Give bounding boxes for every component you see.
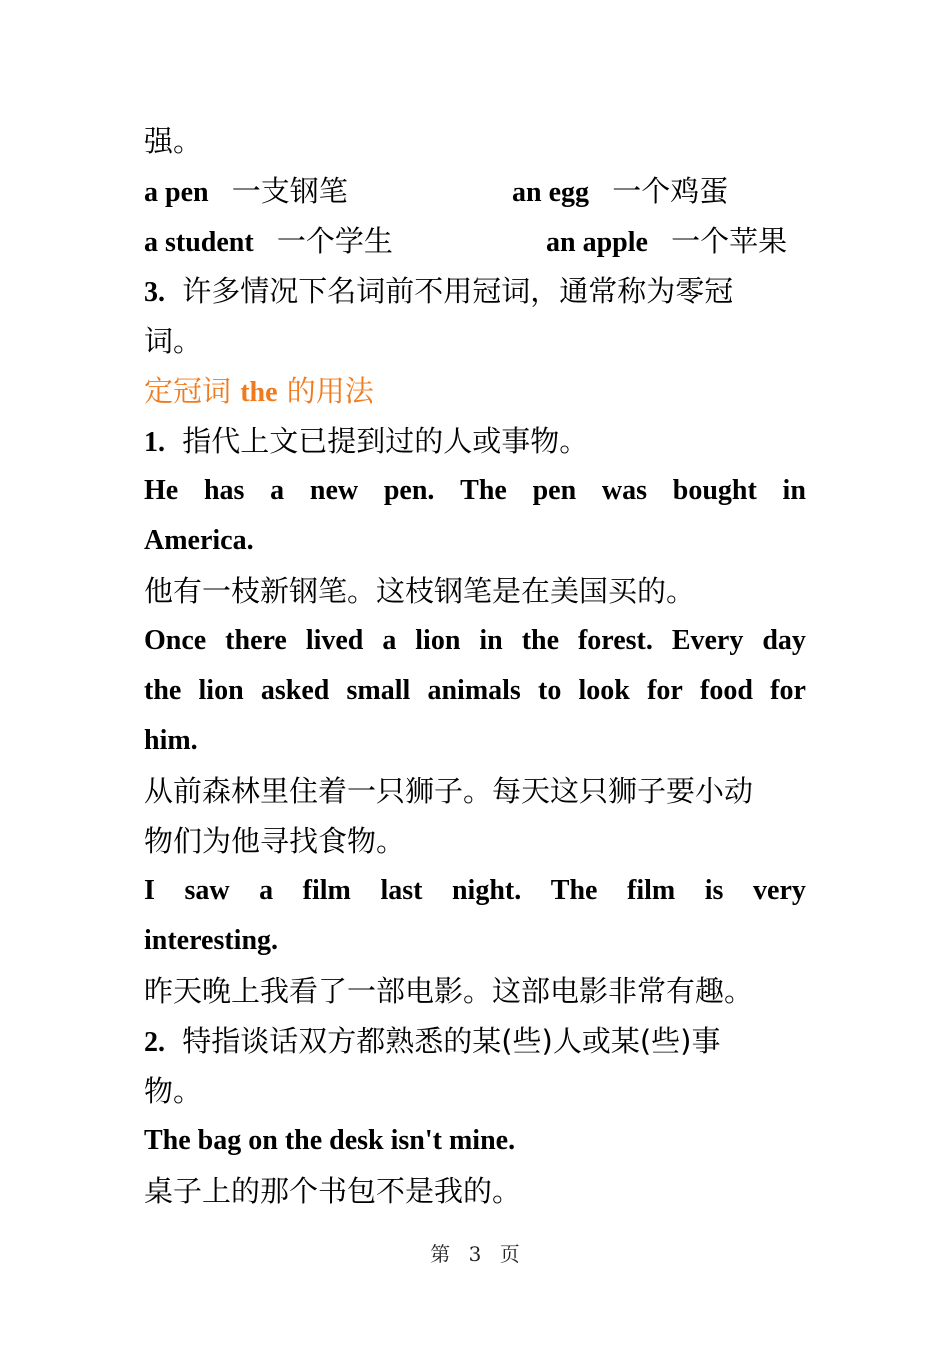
point-number: 1. (144, 427, 165, 458)
numbered-point (144, 416, 806, 468)
text-line: 词。 (144, 324, 203, 358)
word: animals (427, 675, 521, 706)
word: a (270, 475, 285, 506)
word: there (225, 625, 287, 656)
point-text: 指代上文已提到过的人或事物。 (182, 424, 589, 458)
example-en: a pen (144, 177, 209, 208)
word: lived (305, 625, 364, 656)
example-row (144, 166, 806, 218)
word: The (460, 475, 507, 506)
word: lion (198, 675, 244, 706)
point-text: 特指谈话双方都熟悉的某(些)人或某(些)事 (182, 1024, 721, 1058)
text-line: 强。 (144, 124, 203, 158)
example-cn: 一个苹果 (671, 224, 788, 258)
footer-prefix: 第 (430, 1242, 451, 1266)
english-sentence (144, 466, 806, 516)
english-sentence: America. (144, 525, 254, 556)
word: forest. (577, 625, 653, 656)
page-number: 3 (468, 1242, 482, 1266)
word: night. (451, 875, 522, 906)
chinese-translation: 昨天晚上我看了一部电影。这部电影非常有趣。 (144, 974, 754, 1008)
word: to (538, 675, 562, 706)
english-sentence (144, 616, 806, 666)
chinese-translation: 从前森林里住着一只狮子。每天这只狮子要小动 (144, 774, 754, 808)
word: a (382, 625, 397, 656)
example-row (144, 216, 806, 268)
heading-part: 的用法 (286, 374, 374, 408)
word: Every (671, 625, 744, 656)
english-sentence: him. (144, 725, 198, 756)
word: small (346, 675, 411, 706)
word: a (259, 875, 274, 906)
word: film (627, 875, 676, 906)
english-sentence (144, 866, 806, 916)
example-cn: 一支钢笔 (231, 174, 348, 208)
word: the (144, 675, 182, 706)
chinese-translation: 桌子上的那个书包不是我的。 (144, 1174, 522, 1208)
point-number: 3. (144, 277, 165, 308)
word: in (479, 625, 503, 656)
word: pen (532, 475, 577, 506)
word: asked (260, 675, 330, 706)
english-sentence: The bag on the desk isn't mine. (144, 1125, 516, 1156)
english-sentence: interesting. (144, 925, 279, 956)
chinese-translation: 他有一枝新钢笔。这枝钢笔是在美国买的。 (144, 574, 696, 608)
word: Once (144, 625, 207, 656)
word: has (203, 475, 245, 506)
english-sentence (144, 666, 806, 716)
example-en: a student (144, 227, 254, 258)
word: for (770, 675, 806, 706)
example-en: an apple (546, 227, 648, 258)
section-heading (144, 366, 806, 418)
chinese-translation: 物们为他寻找食物。 (144, 824, 406, 858)
word: look (578, 675, 630, 706)
example-cn: 一个学生 (276, 224, 393, 258)
word: pen. (383, 475, 435, 506)
word: day (762, 625, 806, 656)
word: He (144, 475, 179, 506)
word: for (647, 675, 683, 706)
point-number: 2. (144, 1027, 165, 1058)
heading-part: 定冠词 (144, 374, 232, 408)
example-cn: 一个鸡蛋 (612, 174, 729, 208)
footer-suffix: 页 (499, 1242, 520, 1266)
word: very (753, 875, 806, 906)
word: new (309, 475, 359, 506)
word: lion (415, 625, 461, 656)
word: in (782, 475, 806, 506)
page-footer (0, 1238, 950, 1267)
word: I (144, 875, 155, 906)
word: the (521, 625, 560, 656)
word: saw (184, 875, 230, 906)
word: was (601, 475, 648, 506)
word: last (380, 875, 423, 906)
word: bought (672, 475, 757, 506)
text-line: 物。 (144, 1074, 203, 1108)
word: food (700, 675, 753, 706)
numbered-point (144, 1016, 806, 1068)
word: The (550, 875, 598, 906)
word: is (704, 875, 724, 906)
point-text: 许多情况下名词前不用冠词，通常称为零冠 (182, 274, 734, 308)
numbered-point (144, 266, 806, 318)
word: film (302, 875, 351, 906)
example-en: an egg (512, 177, 589, 208)
heading-part: the (240, 377, 278, 408)
